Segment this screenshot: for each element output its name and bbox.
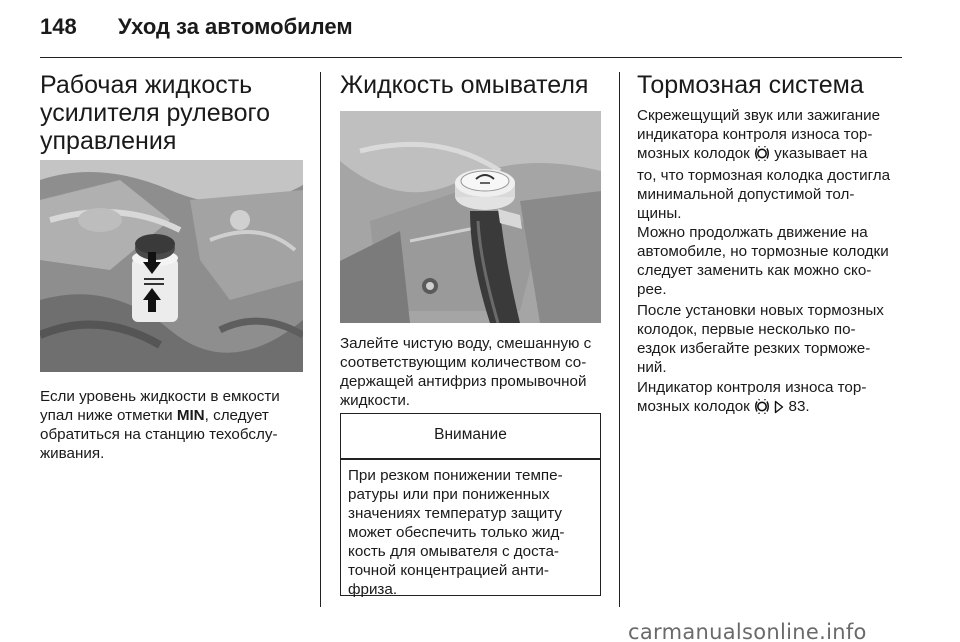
washer-fluid-reservoir-photo: [340, 111, 601, 323]
caution-title: Внимание: [434, 426, 507, 443]
page-reference-link[interactable]: 83.: [784, 398, 810, 415]
power-steering-reservoir-photo: [40, 160, 303, 372]
washer-fluid-text: Залейте чистую воду, смешанную с соответствующим количеством со- держащей антифриз промывочной жидкости.: [340, 335, 592, 409]
section-heading-power-steering: Рабочая жидкость усилителя рулевого управления: [40, 71, 270, 155]
brake-paragraph-4: Индикатор контроля износа тор- мозных колодок 83.: [637, 378, 866, 419]
brake-wear-indicator-icon: [754, 399, 770, 419]
brake-paragraph-1: Скрежещущий звук или зажигание индикатора контроля износа тор- мозных колодок указывает на то, что тормозная колодка достигла минимальной допустимой тол- щины.: [637, 107, 891, 222]
power-steering-text: Если уровень жидкости в емкости упал ниже отметки MIN, следует обратиться на станцию техобслу- живания.: [40, 388, 280, 462]
page-reference-arrow-icon[interactable]: [774, 400, 784, 419]
watermark-text: carmanualsonline.info: [628, 620, 867, 642]
page-header: [40, 14, 902, 44]
column-divider-2: [619, 72, 620, 607]
brake-paragraph-3: После установки новых тормозных колодок, первые несколько по- ездок избегайте резких торможе- ний.: [637, 302, 884, 376]
brake-paragraph-2: Можно продолжать движение на автомобиле, но тормозные колодки следует заменить как можно ско- рее.: [637, 224, 889, 298]
caution-divider: [341, 458, 600, 460]
page-number: 148: [40, 14, 77, 39]
chapter-title: Уход за автомобилем: [118, 14, 353, 39]
section-heading-brake-system: Тормозная система: [637, 71, 864, 99]
column-divider-1: [320, 72, 321, 607]
caution-box: [340, 413, 601, 596]
header-divider: [40, 57, 902, 58]
brake-wear-indicator-icon: [754, 146, 770, 166]
caution-text: При резком понижении темпе- ратуры или при пониженных значениях температур защиту может обеспечить только жид- кость для омывателя с доста- точной концентрацией анти- фриза.: [348, 467, 565, 598]
section-heading-washer-fluid: Жидкость омывателя: [340, 71, 589, 99]
min-mark: MIN: [176, 407, 205, 424]
